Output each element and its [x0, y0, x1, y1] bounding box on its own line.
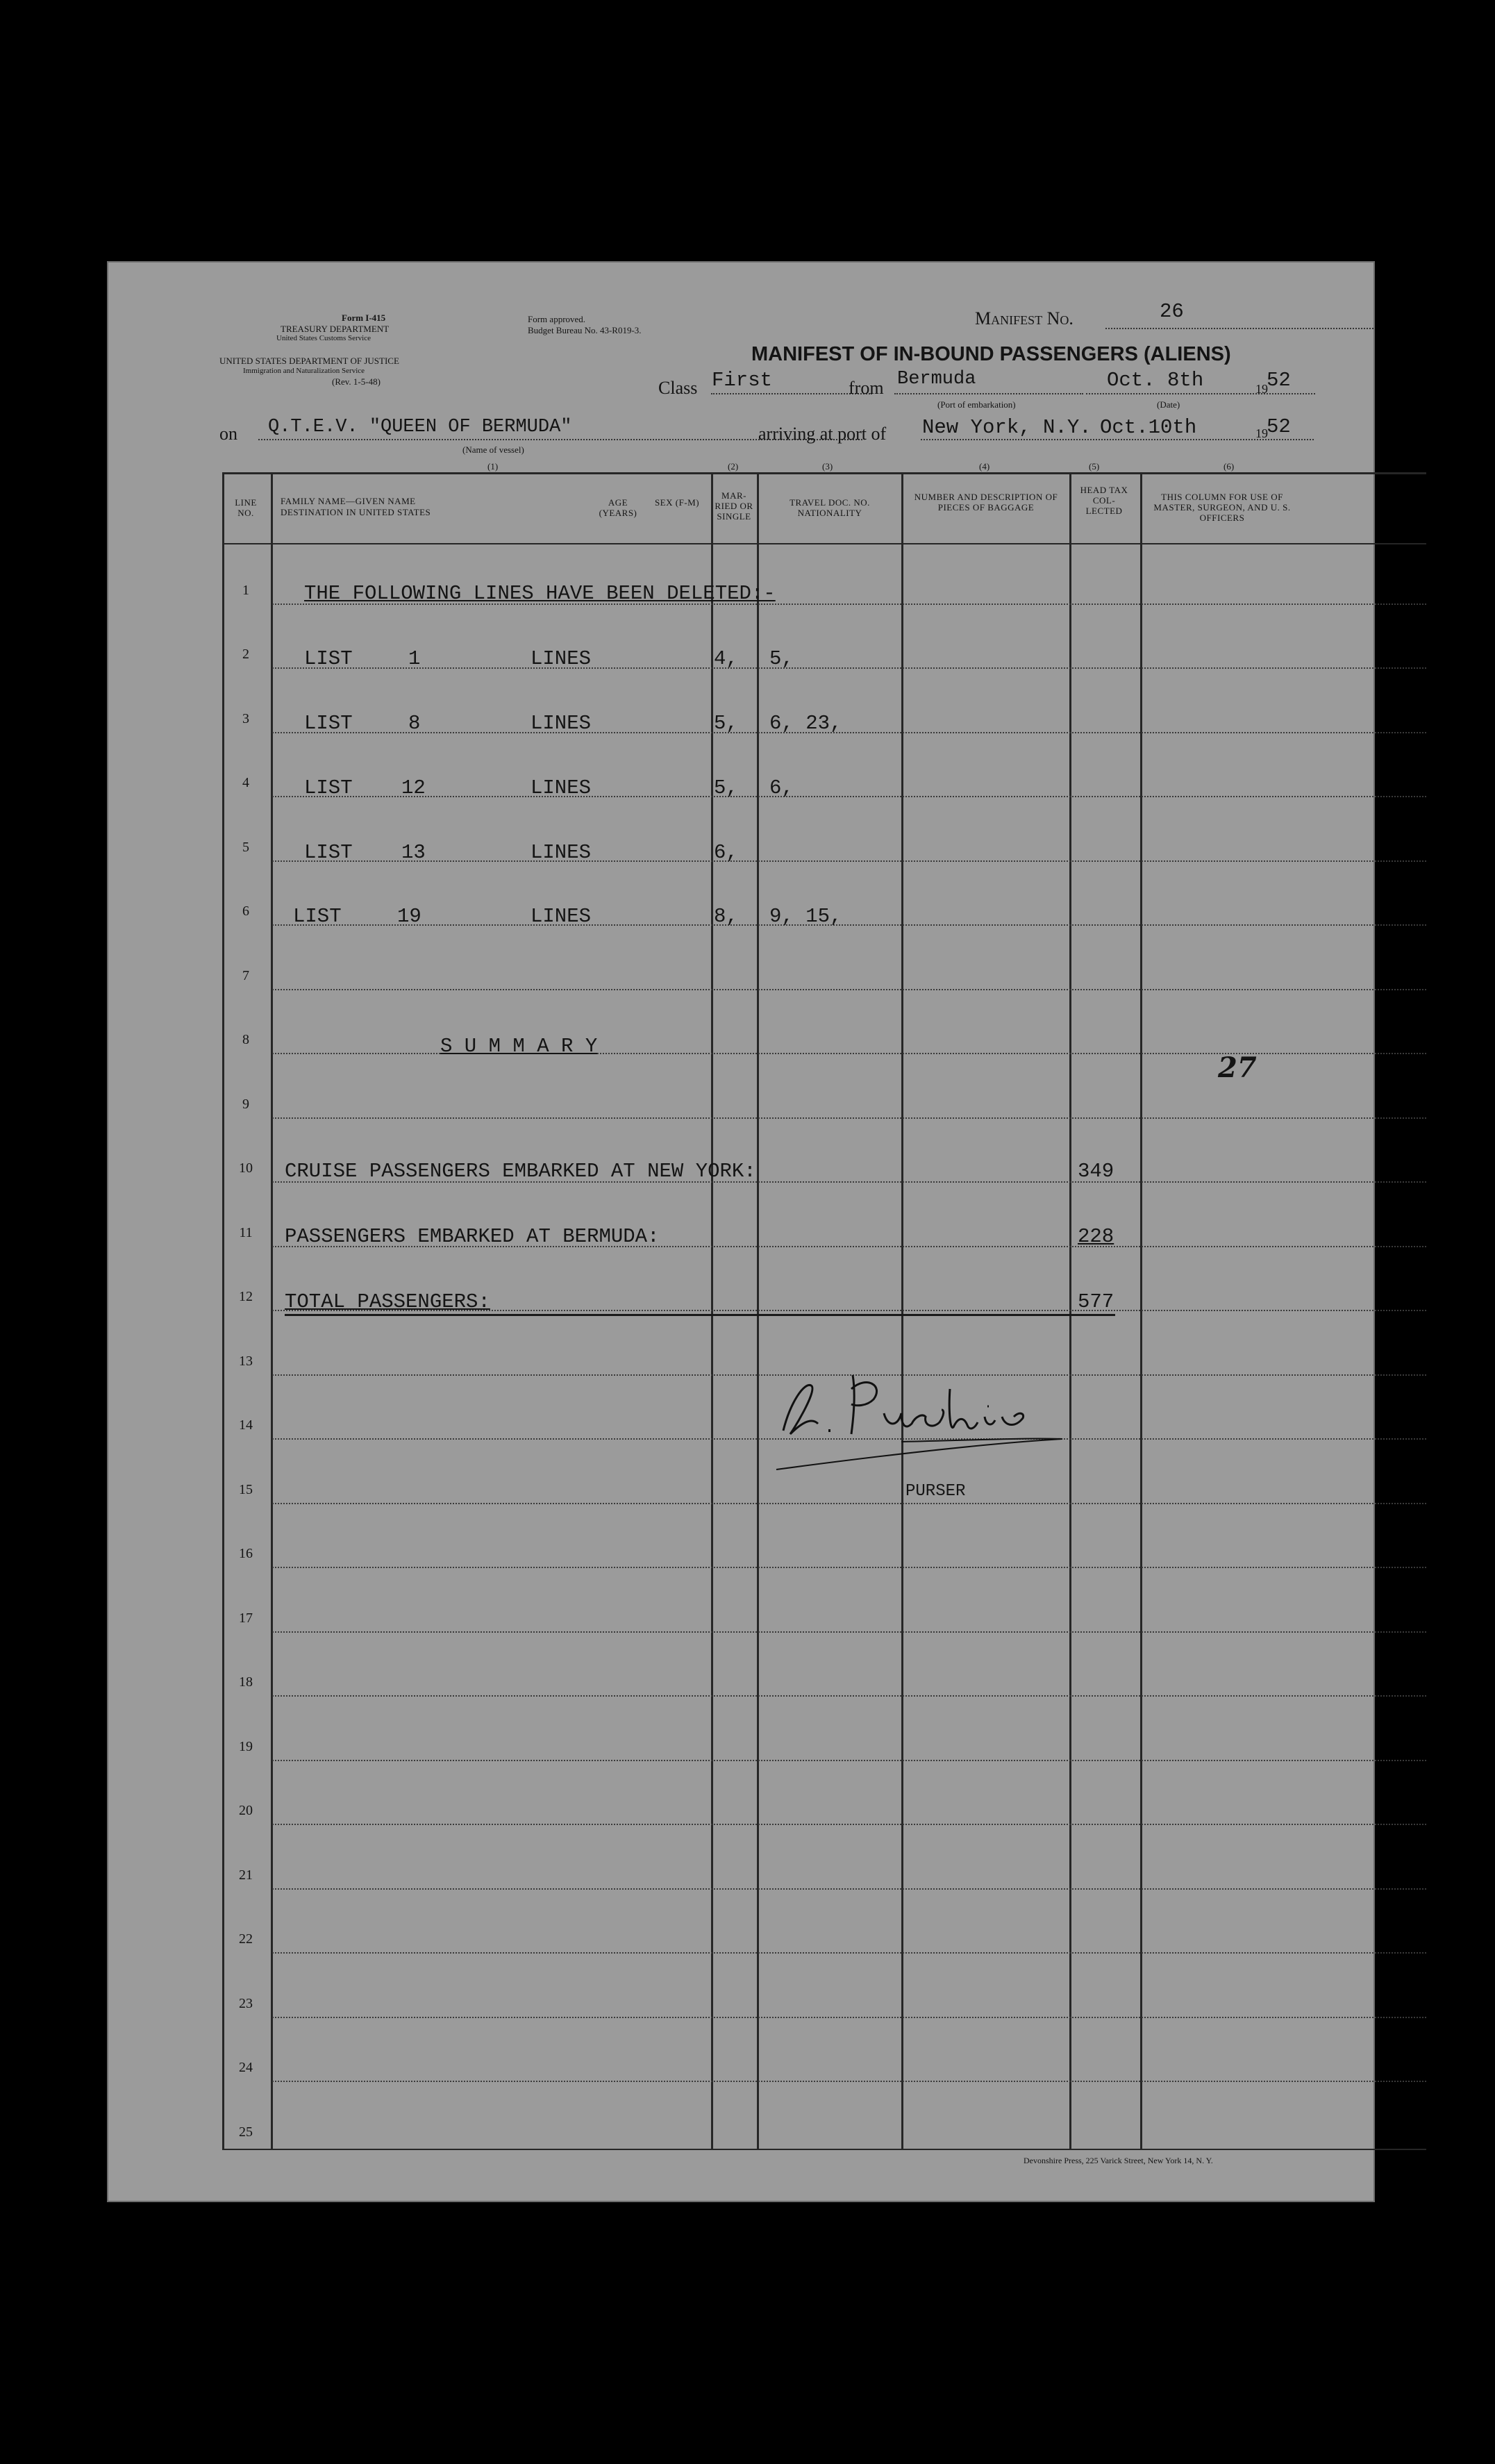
arrival-date: Oct.10th	[1100, 416, 1197, 439]
line-number: 14	[239, 1417, 253, 1433]
list-word: LIST	[304, 841, 353, 864]
vessel-name: Q.T.E.V. "QUEEN OF BERMUDA"	[268, 417, 572, 438]
row-rule	[272, 1117, 1426, 1119]
date-line	[1086, 393, 1315, 394]
year-prefix-2: 19	[1255, 426, 1268, 440]
line-number: 10	[239, 1160, 253, 1176]
bermuda-passengers-value: 228	[1078, 1225, 1114, 1248]
row-rule	[272, 732, 1426, 733]
summary-heading: S U M M A R Y	[440, 1035, 598, 1058]
header-age: AGE (YEARS)	[599, 497, 637, 518]
line-number: 2	[242, 647, 249, 662]
printer-imprint: Devonshire Press, 225 Varick Street, New York 14, N. Y.	[1024, 2156, 1213, 2165]
total-underline	[285, 1314, 1115, 1316]
line-number: 18	[239, 1674, 253, 1690]
line-number: 25	[239, 2124, 253, 2140]
cruise-passengers-value: 349	[1078, 1160, 1114, 1183]
table-bottom-rule	[222, 2149, 1426, 2150]
form-number: Form I-415	[342, 313, 386, 323]
lines-word: LINES	[531, 712, 592, 735]
line-ref-b: 9, 15,	[769, 905, 842, 928]
row-rule	[272, 1567, 1426, 1568]
table-top-rule	[222, 472, 1426, 474]
line-ref-a: 5,	[714, 776, 738, 799]
col-number: (3)	[822, 461, 833, 472]
from-value: Bermuda	[897, 369, 976, 390]
manifest-page	[107, 261, 1375, 2202]
line-number: 19	[239, 1738, 253, 1754]
col-divider	[222, 472, 224, 2150]
form-approved: Form approved.	[528, 314, 586, 324]
treasury-dept: TREASURY DEPARTMENT	[281, 324, 390, 334]
row-rule	[272, 1503, 1426, 1504]
header-travel: TRAVEL DOC. NO. NATIONALITY	[790, 497, 870, 518]
row-rule	[272, 1888, 1426, 1890]
justice-dept: UNITED STATES DEPARTMENT OF JUSTICE	[219, 356, 399, 366]
lines-word: LINES	[531, 841, 592, 864]
manifest-label: Manifest No.	[975, 308, 1074, 328]
col-number: (5)	[1089, 461, 1100, 472]
header-destination: DESTINATION IN UNITED STATES	[281, 507, 431, 517]
list-word: LIST	[304, 647, 353, 670]
on-label: on	[219, 424, 237, 444]
line-number: 13	[239, 1353, 253, 1369]
line-ref-b: 6,	[769, 776, 794, 799]
line-number: 16	[239, 1546, 253, 1561]
from-label: from	[849, 378, 884, 398]
year-prefix: 19	[1255, 382, 1268, 396]
col-divider	[1140, 472, 1142, 2150]
line-ref-a: 5,	[714, 712, 738, 735]
line-number: 11	[239, 1224, 253, 1240]
col-divider	[757, 472, 759, 2150]
total-passengers-value: 577	[1078, 1290, 1114, 1313]
date-caption: (Date)	[1157, 399, 1180, 410]
cruise-passengers-label: CRUISE PASSENGERS EMBARKED AT NEW YORK:	[285, 1160, 756, 1183]
arrival-port: New York, N.Y.	[922, 416, 1092, 439]
lines-word: LINES	[531, 776, 592, 799]
customs-service: United States Customs Service	[276, 334, 371, 342]
list-number: 19	[397, 905, 421, 928]
line-ref-a: 4,	[714, 647, 738, 670]
header-line-no: LINE NO.	[235, 497, 257, 518]
list-number: 1	[408, 647, 421, 670]
header-baggage: NUMBER AND DESCRIPTION OF PIECES OF BAGGAGE	[914, 492, 1058, 513]
list-word: LIST	[304, 712, 353, 735]
line-number: 20	[239, 1803, 253, 1818]
officer-annotation: 27	[1218, 1051, 1257, 1084]
col-number: (1)	[487, 461, 499, 472]
row-rule	[272, 1695, 1426, 1697]
budget-bureau: Budget Bureau No. 43-R019-3.	[528, 325, 642, 335]
header-master: THIS COLUMN FOR USE OF MASTER, SURGEON, AND U. S. OFFICERS	[1153, 492, 1291, 523]
header-headtax: HEAD TAX COL-LECTED	[1080, 485, 1128, 516]
purser-title: PURSER	[905, 1482, 966, 1501]
line-number: 22	[239, 1931, 253, 1947]
line-number: 23	[239, 1995, 253, 2011]
manifest-no-line	[1105, 328, 1373, 329]
col-number: (2)	[728, 461, 739, 472]
list-number: 12	[401, 776, 426, 799]
col-number: (6)	[1223, 461, 1235, 472]
row-rule	[272, 1631, 1426, 1633]
header-name: FAMILY NAME—GIVEN NAME	[281, 496, 416, 506]
line-number: 3	[242, 710, 249, 726]
manifest-number: 26	[1160, 300, 1184, 323]
header-sex: SEX (F-M)	[654, 497, 700, 508]
class-value: First	[712, 369, 773, 392]
line-number: 9	[242, 1096, 249, 1112]
list-number: 8	[408, 712, 421, 735]
line-number: 12	[239, 1289, 253, 1304]
row-rule	[272, 2017, 1426, 2018]
manifest-title: MANIFEST OF IN-BOUND PASSENGERS (ALIENS)	[751, 343, 1231, 365]
arrival-year: 52	[1267, 415, 1291, 438]
row-rule	[272, 860, 1426, 862]
col-divider	[901, 472, 903, 2150]
port-embark-caption: (Port of embarkation)	[937, 399, 1016, 410]
total-passengers-label: TOTAL PASSENGERS:	[285, 1290, 490, 1313]
purser-signature	[762, 1347, 1068, 1479]
line-number: 24	[239, 2060, 253, 2075]
row-rule	[272, 1952, 1426, 1954]
line-number: 15	[239, 1481, 253, 1497]
list-number: 13	[401, 841, 426, 864]
row-rule	[272, 1760, 1426, 1761]
line-number: 4	[242, 775, 249, 790]
revision: (Rev. 1-5-48)	[332, 376, 381, 387]
row-rule	[272, 796, 1426, 797]
col-divider	[711, 472, 713, 2150]
line-number: 17	[239, 1610, 253, 1626]
line-number: 21	[239, 1867, 253, 1883]
line-ref-a: 6,	[714, 841, 738, 864]
class-label: Class	[658, 378, 698, 398]
row-rule	[272, 667, 1426, 669]
departure-year: 52	[1267, 369, 1291, 392]
from-line	[894, 393, 1083, 394]
line-ref-b: 6, 23,	[769, 712, 842, 735]
lines-word: LINES	[531, 647, 592, 670]
vessel-caption: (Name of vessel)	[462, 444, 524, 455]
line-number: 7	[242, 967, 249, 983]
line-ref-a: 8,	[714, 905, 738, 928]
header-married: MAR-RIED OR SINGLE	[715, 490, 753, 522]
departure-date: Oct. 8th	[1107, 369, 1204, 392]
line-number: 8	[242, 1032, 249, 1047]
row-rule	[272, 2081, 1426, 2082]
table-header-rule	[222, 543, 1426, 544]
bermuda-passengers-label: PASSENGERS EMBARKED AT BERMUDA:	[285, 1225, 660, 1248]
list-word: LIST	[304, 776, 353, 799]
col-number: (4)	[979, 461, 990, 472]
row-rule	[272, 989, 1426, 990]
line-number: 1	[242, 582, 249, 598]
row-rule	[272, 1824, 1426, 1825]
col-divider	[271, 472, 273, 2150]
lines-word: LINES	[531, 905, 592, 928]
arriving-label: arriving at port of	[758, 424, 887, 444]
row-rule	[272, 924, 1426, 926]
list-word: LIST	[293, 905, 342, 928]
line-number: 5	[242, 839, 249, 855]
deleted-heading: THE FOLLOWING LINES HAVE BEEN DELETED:-	[304, 582, 776, 605]
line-number: 6	[242, 904, 249, 919]
line-ref-b: 5,	[769, 647, 794, 670]
ins-service: Immigration and Naturalization Service	[243, 367, 365, 375]
col-divider	[1069, 472, 1071, 2150]
